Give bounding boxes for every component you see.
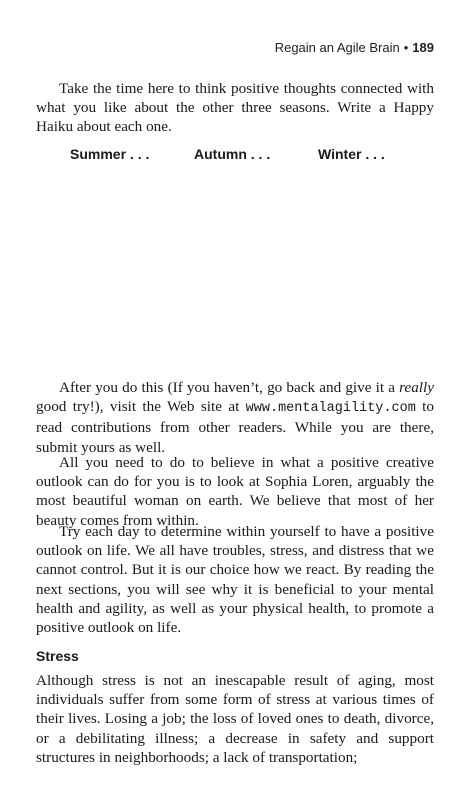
season-autumn: Autumn . . . <box>194 146 271 162</box>
page-number: 189 <box>412 40 434 55</box>
running-head-title: Regain an Agile Brain <box>274 40 400 55</box>
paragraph-stress: Although stress is not an inescapable result of aging, most individuals suffer from some form of stress at various times of their lives. Losing a job; the loss of loved ones to death, divorce, or a debilitating illness; a decrease in safety and support structures in neighborhoods; a lack of transportation; <box>36 672 434 766</box>
visit-text-1: After you do this (If you haven’t, go back and give it a <box>59 379 400 396</box>
intro-paragraph: Take the time here to think positive thoughts connected with what you like about the other three seasons. Write a Happy Haiku about each one. <box>36 80 434 136</box>
season-prompts <box>0 146 467 166</box>
section-heading-stress: Stress <box>36 648 79 664</box>
visit-text-2: good try!), visit the Web site at <box>36 398 246 416</box>
paragraph-positive-outlook: Try each day to determine within yourself to have a positive outlook on life. We all have troubles, stress, and distress that we cannot control. But it is our choice how we react. By reading the next sections, you will see why it is beneficial to your mental health and agility, as well as your physical health, to promote a positive outlook on life. <box>36 523 434 637</box>
season-summer: Summer . . . <box>70 146 150 162</box>
running-head <box>36 40 434 55</box>
visit-emphasis: really <box>399 379 434 396</box>
running-head-bullet: • <box>403 40 409 55</box>
visit-text-3: to read contributions from other readers. While you are there, submit yours as well. <box>36 398 434 456</box>
website-url: www.mentalagility.com <box>245 401 416 417</box>
paragraph-sophia-loren: All you need to do to believe in what a positive creative outlook can do for you is to look at Sophia Loren, arguably the most beautiful woman on earth. We believe that most of her beauty comes from within. <box>36 454 434 529</box>
paragraph-visit-website <box>36 378 434 457</box>
season-winter: Winter . . . <box>318 146 385 162</box>
